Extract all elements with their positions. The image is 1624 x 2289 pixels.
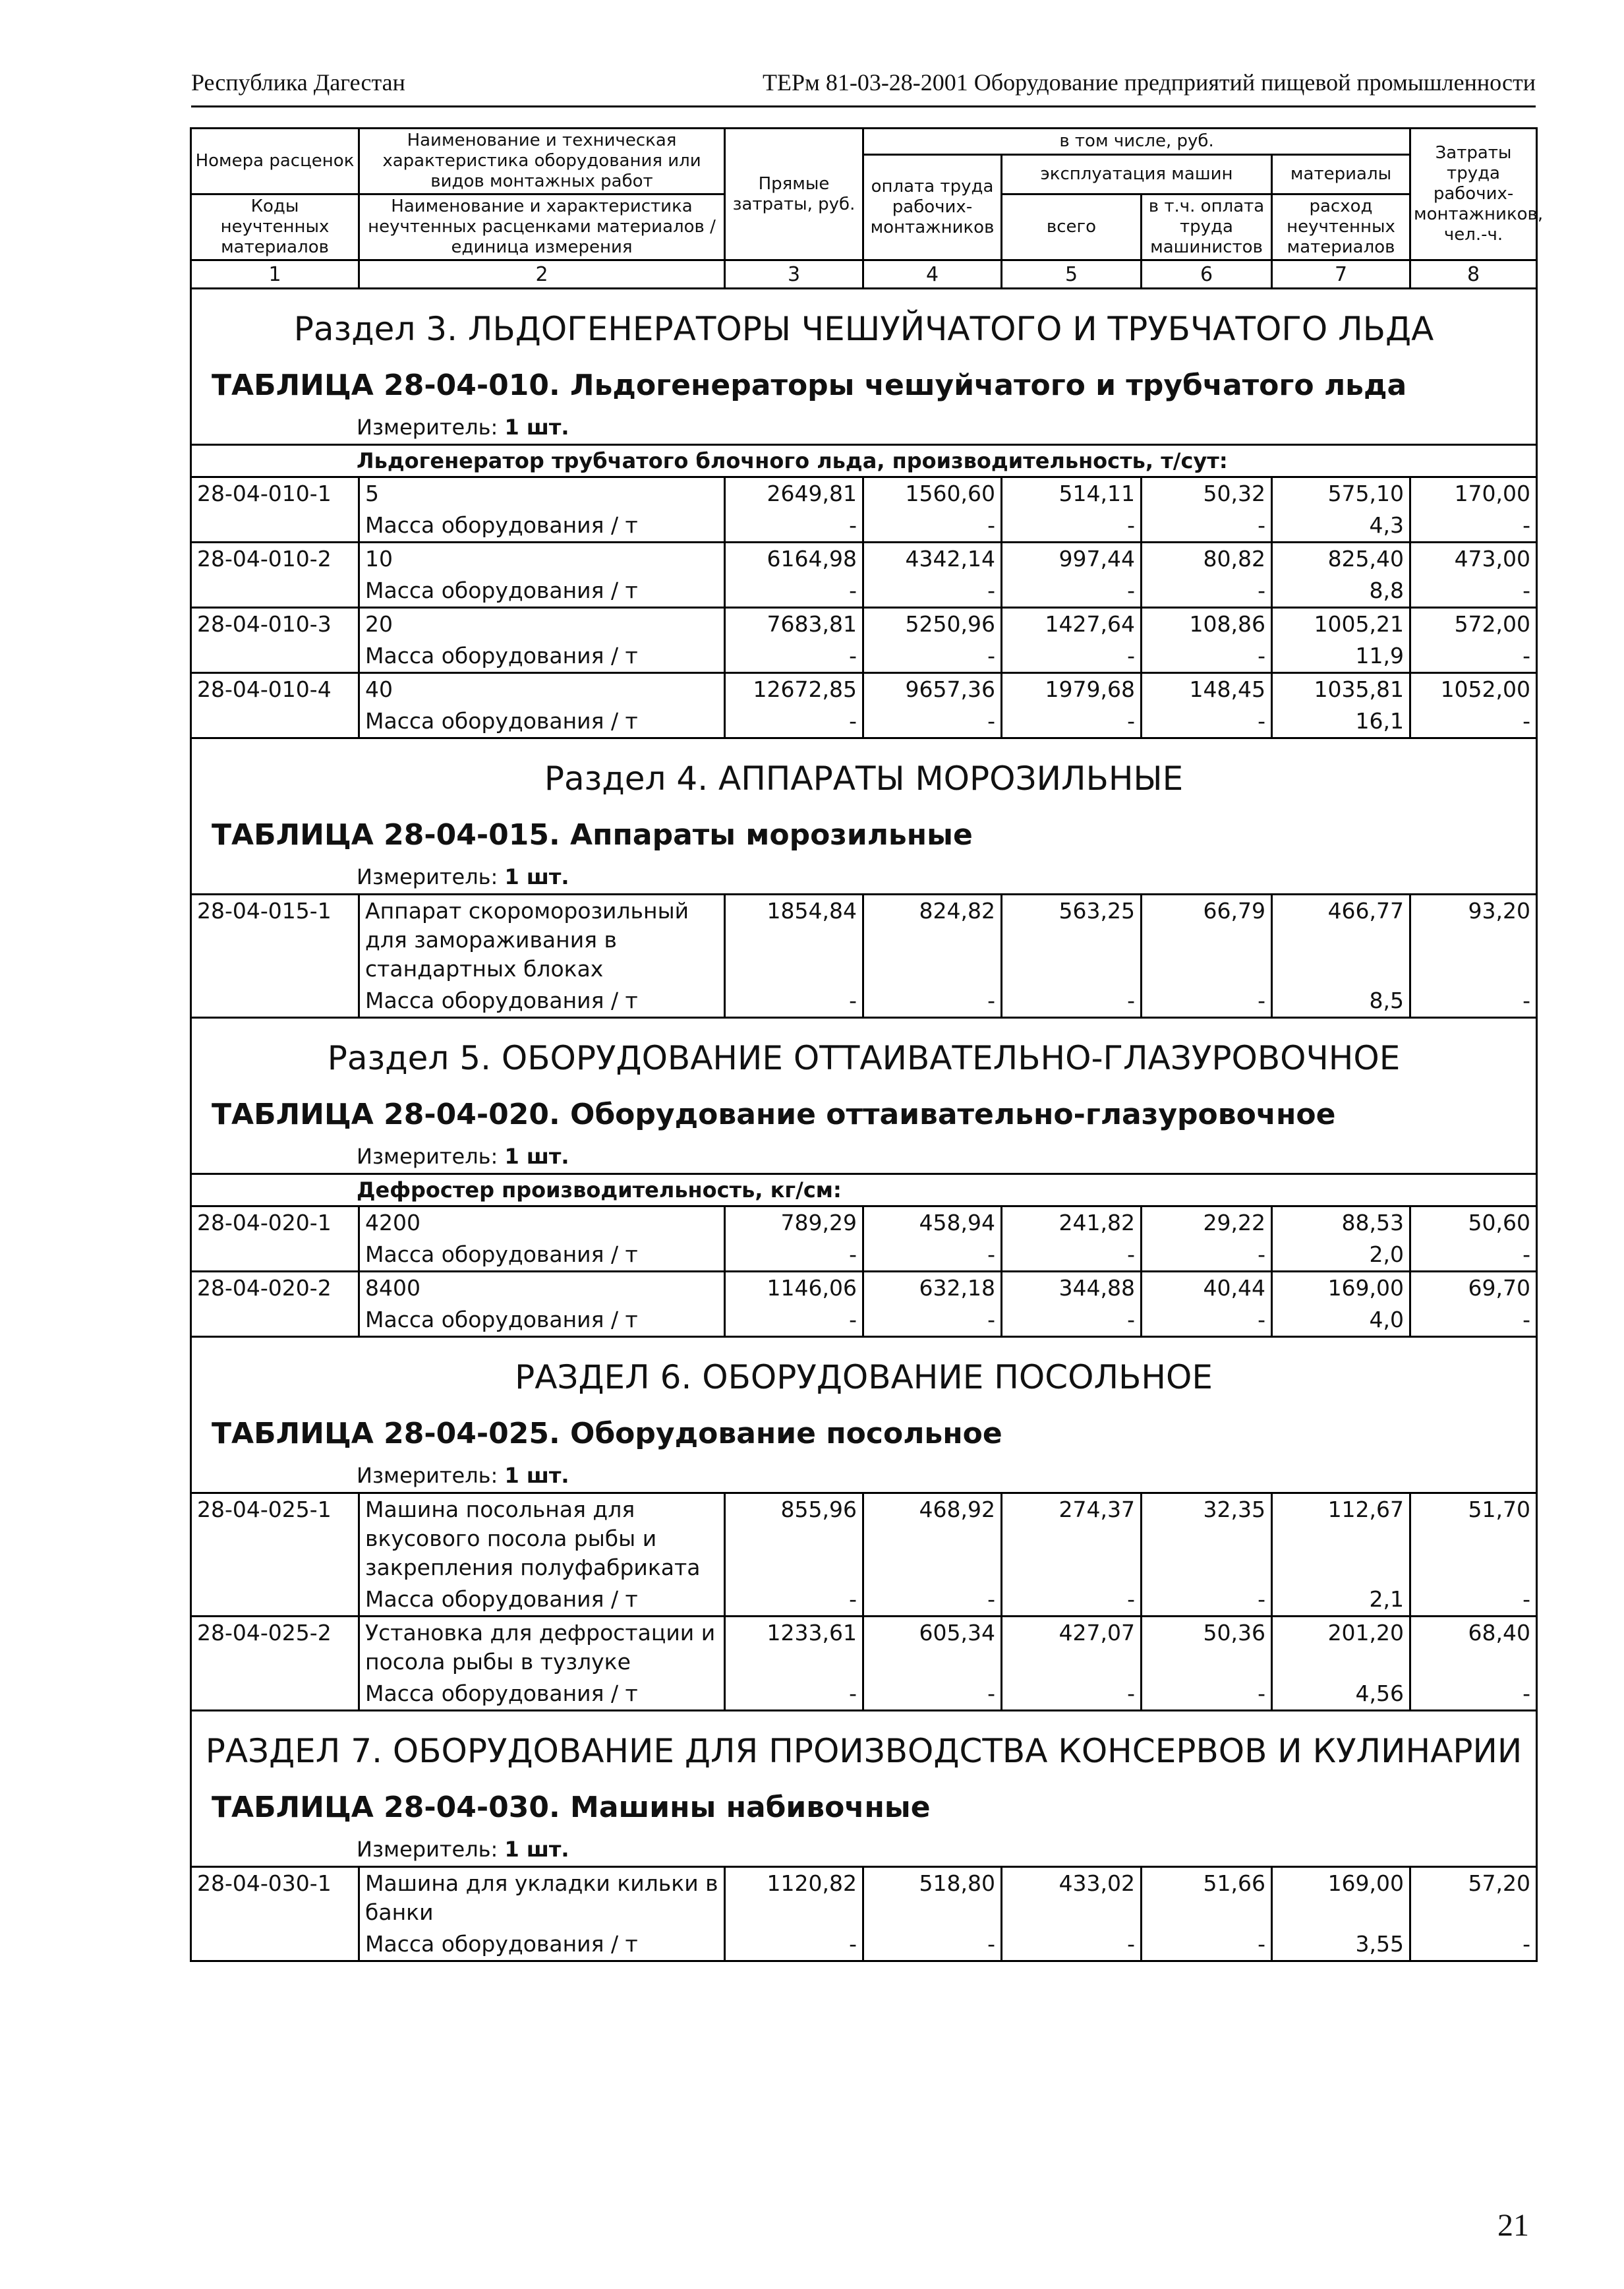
- materials-cost: 575,10: [1272, 477, 1410, 510]
- rate-code: 28-04-020-2: [191, 1272, 359, 1305]
- meter-line: [357, 1144, 1536, 1169]
- section-heading-row: [191, 1018, 1537, 1174]
- labor-pay: 5250,96: [863, 608, 1002, 641]
- mass-materials-cost: 8,8: [1272, 575, 1410, 608]
- material-code: [191, 1678, 359, 1711]
- material-code: [191, 1584, 359, 1617]
- meter-value: 1 шт.: [504, 1837, 569, 1862]
- labor-hours: 50,60: [1410, 1206, 1537, 1239]
- machinist-pay: 80,82: [1142, 543, 1272, 576]
- table-name: Льдогенераторы чешуйчатого и трубчатого льда: [570, 369, 1407, 402]
- header-material-codes: Коды неучтенных материалов: [191, 194, 359, 260]
- table-name: Аппараты морозильные: [570, 818, 973, 852]
- mass-machines-total: -: [1002, 705, 1142, 738]
- meter-value: 1 шт.: [504, 1144, 569, 1169]
- machines-total: 514,11: [1002, 477, 1142, 510]
- material-code: [191, 1239, 359, 1272]
- mass-label: Масса оборудования / т: [359, 1678, 725, 1711]
- mass-machinist-pay: -: [1142, 575, 1272, 608]
- header-rule: [191, 105, 1536, 107]
- mass-machines-total: -: [1002, 1928, 1142, 1961]
- page-number: 21: [1497, 2208, 1529, 2243]
- machines-total: 241,82: [1002, 1206, 1142, 1239]
- mass-materials-cost: 4,3: [1272, 510, 1410, 543]
- header-including: в том числе, руб.: [863, 129, 1410, 155]
- rate-description: 20: [359, 608, 725, 641]
- machinist-pay: 32,35: [1142, 1493, 1272, 1584]
- labor-pay: 518,80: [863, 1867, 1002, 1929]
- rate-description: Машина для укладки кильки в банки: [359, 1867, 725, 1929]
- mass-materials-cost: 8,5: [1272, 985, 1410, 1018]
- table-header: [191, 129, 1544, 289]
- direct-costs: 2649,81: [725, 477, 863, 510]
- table-title: [212, 367, 1536, 404]
- labor-hours: 170,00: [1410, 477, 1537, 510]
- rate-code: 28-04-010-2: [191, 543, 359, 576]
- header-material-names: Наименование и характеристика неучтенных расценками материалов / единица измерения: [359, 194, 725, 260]
- mass-machines-total: -: [1002, 510, 1142, 543]
- mass-labor-pay: -: [863, 1584, 1002, 1617]
- machines-total: 1979,68: [1002, 673, 1142, 706]
- machinist-pay: 66,79: [1142, 895, 1272, 986]
- mass-row: [191, 575, 1537, 608]
- mass-direct-costs: -: [725, 640, 863, 673]
- labor-hours: 69,70: [1410, 1272, 1537, 1305]
- table-title: [212, 1096, 1536, 1133]
- section-heading-row: [191, 289, 1537, 445]
- mass-labor-pay: -: [863, 1928, 1002, 1961]
- labor-hours: 68,40: [1410, 1617, 1537, 1679]
- material-code: [191, 705, 359, 738]
- labor-pay: 824,82: [863, 895, 1002, 986]
- mass-label: Масса оборудования / т: [359, 1584, 725, 1617]
- rate-code: 28-04-015-1: [191, 895, 359, 986]
- section-block: [191, 1018, 1537, 1174]
- mass-machinist-pay: -: [1142, 510, 1272, 543]
- direct-costs: 12672,85: [725, 673, 863, 706]
- labor-pay: 632,18: [863, 1272, 1002, 1305]
- mass-materials-cost: 2,1: [1272, 1584, 1410, 1617]
- mass-machinist-pay: -: [1142, 640, 1272, 673]
- mass-machinist-pay: -: [1142, 1584, 1272, 1617]
- labor-pay: 605,34: [863, 1617, 1002, 1679]
- header-direct-costs: Прямые затраты, руб.: [725, 129, 863, 260]
- mass-materials-cost: 4,0: [1272, 1304, 1410, 1337]
- section-heading-row: [191, 1711, 1537, 1867]
- machines-total: 433,02: [1002, 1867, 1142, 1929]
- table-title: [212, 1789, 1536, 1826]
- machinist-pay: 29,22: [1142, 1206, 1272, 1239]
- direct-costs: 1854,84: [725, 895, 863, 986]
- mass-label: Масса оборудования / т: [359, 510, 725, 543]
- mass-labor-hours: -: [1410, 1678, 1537, 1711]
- mass-labor-pay: -: [863, 1678, 1002, 1711]
- rate-code: 28-04-010-4: [191, 673, 359, 706]
- section-block: [191, 1337, 1537, 1493]
- rate-description: 8400: [359, 1272, 725, 1305]
- table-name: Машины набивочные: [570, 1791, 931, 1824]
- mass-labor-pay: -: [863, 705, 1002, 738]
- machinist-pay: 108,86: [1142, 608, 1272, 641]
- header-materials: материалы: [1272, 155, 1410, 194]
- mass-direct-costs: -: [725, 1239, 863, 1272]
- subheading: Льдогенератор трубчатого блочного льда, производительность, т/сут:: [191, 445, 1537, 477]
- meter-line: [357, 864, 1536, 889]
- section-heading-row: [191, 738, 1537, 895]
- section-block: [191, 289, 1537, 445]
- section-heading-row: [191, 1337, 1537, 1493]
- meter-value: 1 шт.: [504, 864, 569, 889]
- material-code: [191, 1304, 359, 1337]
- mass-labor-hours: -: [1410, 575, 1537, 608]
- labor-pay: 468,92: [863, 1493, 1002, 1584]
- meter-label: Измеритель:: [357, 864, 498, 889]
- rate-description: 10: [359, 543, 725, 576]
- meter-label: Измеритель:: [357, 415, 498, 440]
- mass-row: [191, 510, 1537, 543]
- mass-label: Масса оборудования / т: [359, 1239, 725, 1272]
- materials-cost: 88,53: [1272, 1206, 1410, 1239]
- machines-total: 997,44: [1002, 543, 1142, 576]
- labor-hours: 57,20: [1410, 1867, 1537, 1929]
- section-title: Раздел 5. ОБОРУДОВАНИЕ ОТТАИВАТЕЛЬНО-ГЛАЗУРОВОЧНОЕ: [327, 1039, 1401, 1077]
- rate-code: 28-04-020-1: [191, 1206, 359, 1239]
- subheading-row: [191, 1174, 1537, 1206]
- mass-labor-pay: -: [863, 1239, 1002, 1272]
- labor-hours: 93,20: [1410, 895, 1537, 986]
- mass-row: [191, 985, 1537, 1018]
- rate-description: 5: [359, 477, 725, 510]
- rate-code: 28-04-010-1: [191, 477, 359, 510]
- column-number: 2: [359, 260, 725, 289]
- machinist-pay: 51,66: [1142, 1867, 1272, 1929]
- table-label: ТАБЛИЦА 28-04-015.: [212, 818, 560, 852]
- table-body: [191, 289, 1537, 1961]
- rate-row: [191, 1206, 1537, 1239]
- material-code: [191, 640, 359, 673]
- table-label: ТАБЛИЦА 28-04-010.: [212, 369, 560, 402]
- mass-row: [191, 1304, 1537, 1337]
- materials-cost: 112,67: [1272, 1493, 1410, 1584]
- rate-description: 40: [359, 673, 725, 706]
- table-title: [212, 1415, 1536, 1452]
- machinist-pay: 50,32: [1142, 477, 1272, 510]
- mass-row: [191, 1239, 1537, 1272]
- machinist-pay: 50,36: [1142, 1617, 1272, 1679]
- machines-total: 1427,64: [1002, 608, 1142, 641]
- section-title: РАЗДЕЛ 7. ОБОРУДОВАНИЕ ДЛЯ ПРОИЗВОДСТВА КОНСЕРВОВ И КУЛИНАРИИ: [205, 1732, 1522, 1770]
- mass-machines-total: -: [1002, 1304, 1142, 1337]
- rate-description: 4200: [359, 1206, 725, 1239]
- rate-row: [191, 1493, 1537, 1584]
- section-title: Раздел 4. АППАРАТЫ МОРОЗИЛЬНЫЕ: [544, 759, 1184, 798]
- direct-costs: 1120,82: [725, 1867, 863, 1929]
- table-label: ТАБЛИЦА 28-04-020.: [212, 1098, 560, 1131]
- materials-cost: 169,00: [1272, 1272, 1410, 1305]
- meter-value: 1 шт.: [504, 1463, 569, 1488]
- mass-labor-hours: -: [1410, 1928, 1537, 1961]
- labor-hours: 51,70: [1410, 1493, 1537, 1584]
- machinist-pay: 40,44: [1142, 1272, 1272, 1305]
- meter-line: [357, 1463, 1536, 1488]
- header-machines: эксплуатация машин: [1002, 155, 1272, 194]
- mass-materials-cost: 11,9: [1272, 640, 1410, 673]
- column-number: 3: [725, 260, 863, 289]
- mass-labor-hours: -: [1410, 1239, 1537, 1272]
- running-header: [191, 69, 1536, 103]
- materials-cost: 1035,81: [1272, 673, 1410, 706]
- labor-pay: 1560,60: [863, 477, 1002, 510]
- mass-machines-total: -: [1002, 640, 1142, 673]
- mass-machines-total: -: [1002, 985, 1142, 1018]
- mass-materials-cost: 2,0: [1272, 1239, 1410, 1272]
- rate-code: 28-04-010-3: [191, 608, 359, 641]
- rate-row: [191, 1617, 1537, 1679]
- rate-row: [191, 895, 1537, 986]
- table-name: Оборудование оттаивательно-глазуровочное: [570, 1098, 1336, 1131]
- labor-hours: 572,00: [1410, 608, 1537, 641]
- header-labor-pay: оплата труда рабочих-монтажников: [863, 155, 1002, 260]
- header-labor-cost: Затраты труда рабочих-монтажников, чел.-ч.: [1410, 129, 1537, 260]
- table-label: ТАБЛИЦА 28-04-030.: [212, 1791, 560, 1824]
- mass-label: Масса оборудования / т: [359, 1304, 725, 1337]
- rate-row: [191, 608, 1537, 641]
- header-work-name: Наименование и техническая характеристика оборудования или видов монтажных работ: [359, 129, 725, 194]
- mass-direct-costs: -: [725, 1584, 863, 1617]
- rate-description: Установка для дефростации и посола рыбы в тузлуке: [359, 1617, 725, 1679]
- machines-total: 563,25: [1002, 895, 1142, 986]
- machinist-pay: 148,45: [1142, 673, 1272, 706]
- mass-label: Масса оборудования / т: [359, 575, 725, 608]
- mass-machines-total: -: [1002, 1239, 1142, 1272]
- mass-machinist-pay: -: [1142, 985, 1272, 1018]
- subheading: Дефростер производительность, кг/см:: [191, 1174, 1537, 1206]
- mass-machines-total: -: [1002, 1584, 1142, 1617]
- mass-materials-cost: 4,56: [1272, 1678, 1410, 1711]
- meter-value: 1 шт.: [504, 415, 569, 440]
- mass-row: [191, 1678, 1537, 1711]
- materials-cost: 201,20: [1272, 1617, 1410, 1679]
- materials-cost: 169,00: [1272, 1867, 1410, 1929]
- material-code: [191, 575, 359, 608]
- material-code: [191, 510, 359, 543]
- rates-table: [190, 127, 1544, 1962]
- header-materials-usage: расход неучтенных материалов: [1272, 194, 1410, 260]
- mass-machinist-pay: -: [1142, 705, 1272, 738]
- mass-labor-pay: -: [863, 510, 1002, 543]
- mass-labor-pay: -: [863, 1304, 1002, 1337]
- mass-labor-hours: -: [1410, 640, 1537, 673]
- mass-labor-pay: -: [863, 640, 1002, 673]
- header-rate-numbers: Номера расценок: [191, 129, 359, 194]
- mass-direct-costs: -: [725, 1304, 863, 1337]
- mass-direct-costs: -: [725, 1928, 863, 1961]
- mass-row: [191, 640, 1537, 673]
- rate-code: 28-04-025-1: [191, 1493, 359, 1584]
- table-title: [212, 817, 1536, 854]
- rate-row: [191, 673, 1537, 706]
- rate-description: Машина посольная для вкусового посола рыбы и закрепления полуфабриката: [359, 1493, 725, 1584]
- column-number: 1: [191, 260, 359, 289]
- mass-labor-pay: -: [863, 985, 1002, 1018]
- mass-labor-pay: -: [863, 575, 1002, 608]
- table-label: ТАБЛИЦА 28-04-025.: [212, 1417, 560, 1450]
- meter-line: [357, 1837, 1536, 1862]
- mass-machinist-pay: -: [1142, 1928, 1272, 1961]
- rate-row: [191, 1272, 1537, 1305]
- materials-cost: 466,77: [1272, 895, 1410, 986]
- section-block: [191, 1711, 1537, 1867]
- rate-code: 28-04-025-2: [191, 1617, 359, 1679]
- mass-direct-costs: -: [725, 985, 863, 1018]
- mass-direct-costs: -: [725, 575, 863, 608]
- mass-machinist-pay: -: [1142, 1304, 1272, 1337]
- materials-cost: 825,40: [1272, 543, 1410, 576]
- labor-pay: 9657,36: [863, 673, 1002, 706]
- machines-total: 274,37: [1002, 1493, 1142, 1584]
- mass-machinist-pay: -: [1142, 1239, 1272, 1272]
- table-name: Оборудование посольное: [570, 1417, 1002, 1450]
- meter-label: Измеритель:: [357, 1837, 498, 1862]
- mass-machines-total: -: [1002, 1678, 1142, 1711]
- mass-labor-hours: -: [1410, 1584, 1537, 1617]
- mass-label: Масса оборудования / т: [359, 1928, 725, 1961]
- mass-row: [191, 1928, 1537, 1961]
- labor-hours: 1052,00: [1410, 673, 1537, 706]
- header-machines-total: всего: [1002, 194, 1142, 260]
- column-number: 4: [863, 260, 1002, 289]
- mass-labor-hours: -: [1410, 985, 1537, 1018]
- mass-labor-hours: -: [1410, 1304, 1537, 1337]
- mass-label: Масса оборудования / т: [359, 640, 725, 673]
- mass-direct-costs: -: [725, 705, 863, 738]
- rate-row: [191, 1867, 1537, 1929]
- mass-materials-cost: 16,1: [1272, 705, 1410, 738]
- material-code: [191, 1928, 359, 1961]
- labor-hours: 473,00: [1410, 543, 1537, 576]
- materials-cost: 1005,21: [1272, 608, 1410, 641]
- meter-label: Измеритель:: [357, 1144, 498, 1169]
- section-title: РАЗДЕЛ 6. ОБОРУДОВАНИЕ ПОСОЛЬНОЕ: [515, 1358, 1213, 1396]
- section-title: Раздел 3. ЛЬДОГЕНЕРАТОРЫ ЧЕШУЙЧАТОГО И ТРУБЧАТОГО ЛЬДА: [293, 310, 1434, 348]
- header-machinist-pay: в т.ч. оплата труда машинистов: [1142, 194, 1272, 260]
- column-number: 6: [1142, 260, 1272, 289]
- mass-labor-hours: -: [1410, 510, 1537, 543]
- subheading-row: [191, 445, 1537, 477]
- direct-costs: 1233,61: [725, 1617, 863, 1679]
- column-number: 8: [1410, 260, 1537, 289]
- labor-pay: 458,94: [863, 1206, 1002, 1239]
- rate-row: [191, 477, 1537, 510]
- mass-machines-total: -: [1002, 575, 1142, 608]
- column-number: 5: [1002, 260, 1142, 289]
- region-name: Республика Дагестан: [191, 69, 405, 96]
- machines-total: 344,88: [1002, 1272, 1142, 1305]
- rate-description: Аппарат скороморозильный для замораживания в стандартных блоках: [359, 895, 725, 986]
- meter-line: [357, 415, 1536, 440]
- direct-costs: 789,29: [725, 1206, 863, 1239]
- direct-costs: 6164,98: [725, 543, 863, 576]
- direct-costs: 1146,06: [725, 1272, 863, 1305]
- meter-label: Измеритель:: [357, 1463, 498, 1488]
- column-numbers-row: [191, 260, 1537, 289]
- section-block: [191, 738, 1537, 895]
- direct-costs: 7683,81: [725, 608, 863, 641]
- mass-machinist-pay: -: [1142, 1678, 1272, 1711]
- machines-total: 427,07: [1002, 1617, 1142, 1679]
- mass-direct-costs: -: [725, 510, 863, 543]
- material-code: [191, 985, 359, 1018]
- mass-label: Масса оборудования / т: [359, 985, 725, 1018]
- rate-row: [191, 543, 1537, 576]
- mass-direct-costs: -: [725, 1678, 863, 1711]
- mass-materials-cost: 3,55: [1272, 1928, 1410, 1961]
- direct-costs: 855,96: [725, 1493, 863, 1584]
- mass-row: [191, 1584, 1537, 1617]
- mass-label: Масса оборудования / т: [359, 705, 725, 738]
- labor-pay: 4342,14: [863, 543, 1002, 576]
- column-number: 7: [1272, 260, 1410, 289]
- rate-code: 28-04-030-1: [191, 1867, 359, 1929]
- document-code-title: ТЕРм 81-03-28-2001 Оборудование предприятий пищевой промышленности: [763, 69, 1536, 96]
- mass-labor-hours: -: [1410, 705, 1537, 738]
- mass-row: [191, 705, 1537, 738]
